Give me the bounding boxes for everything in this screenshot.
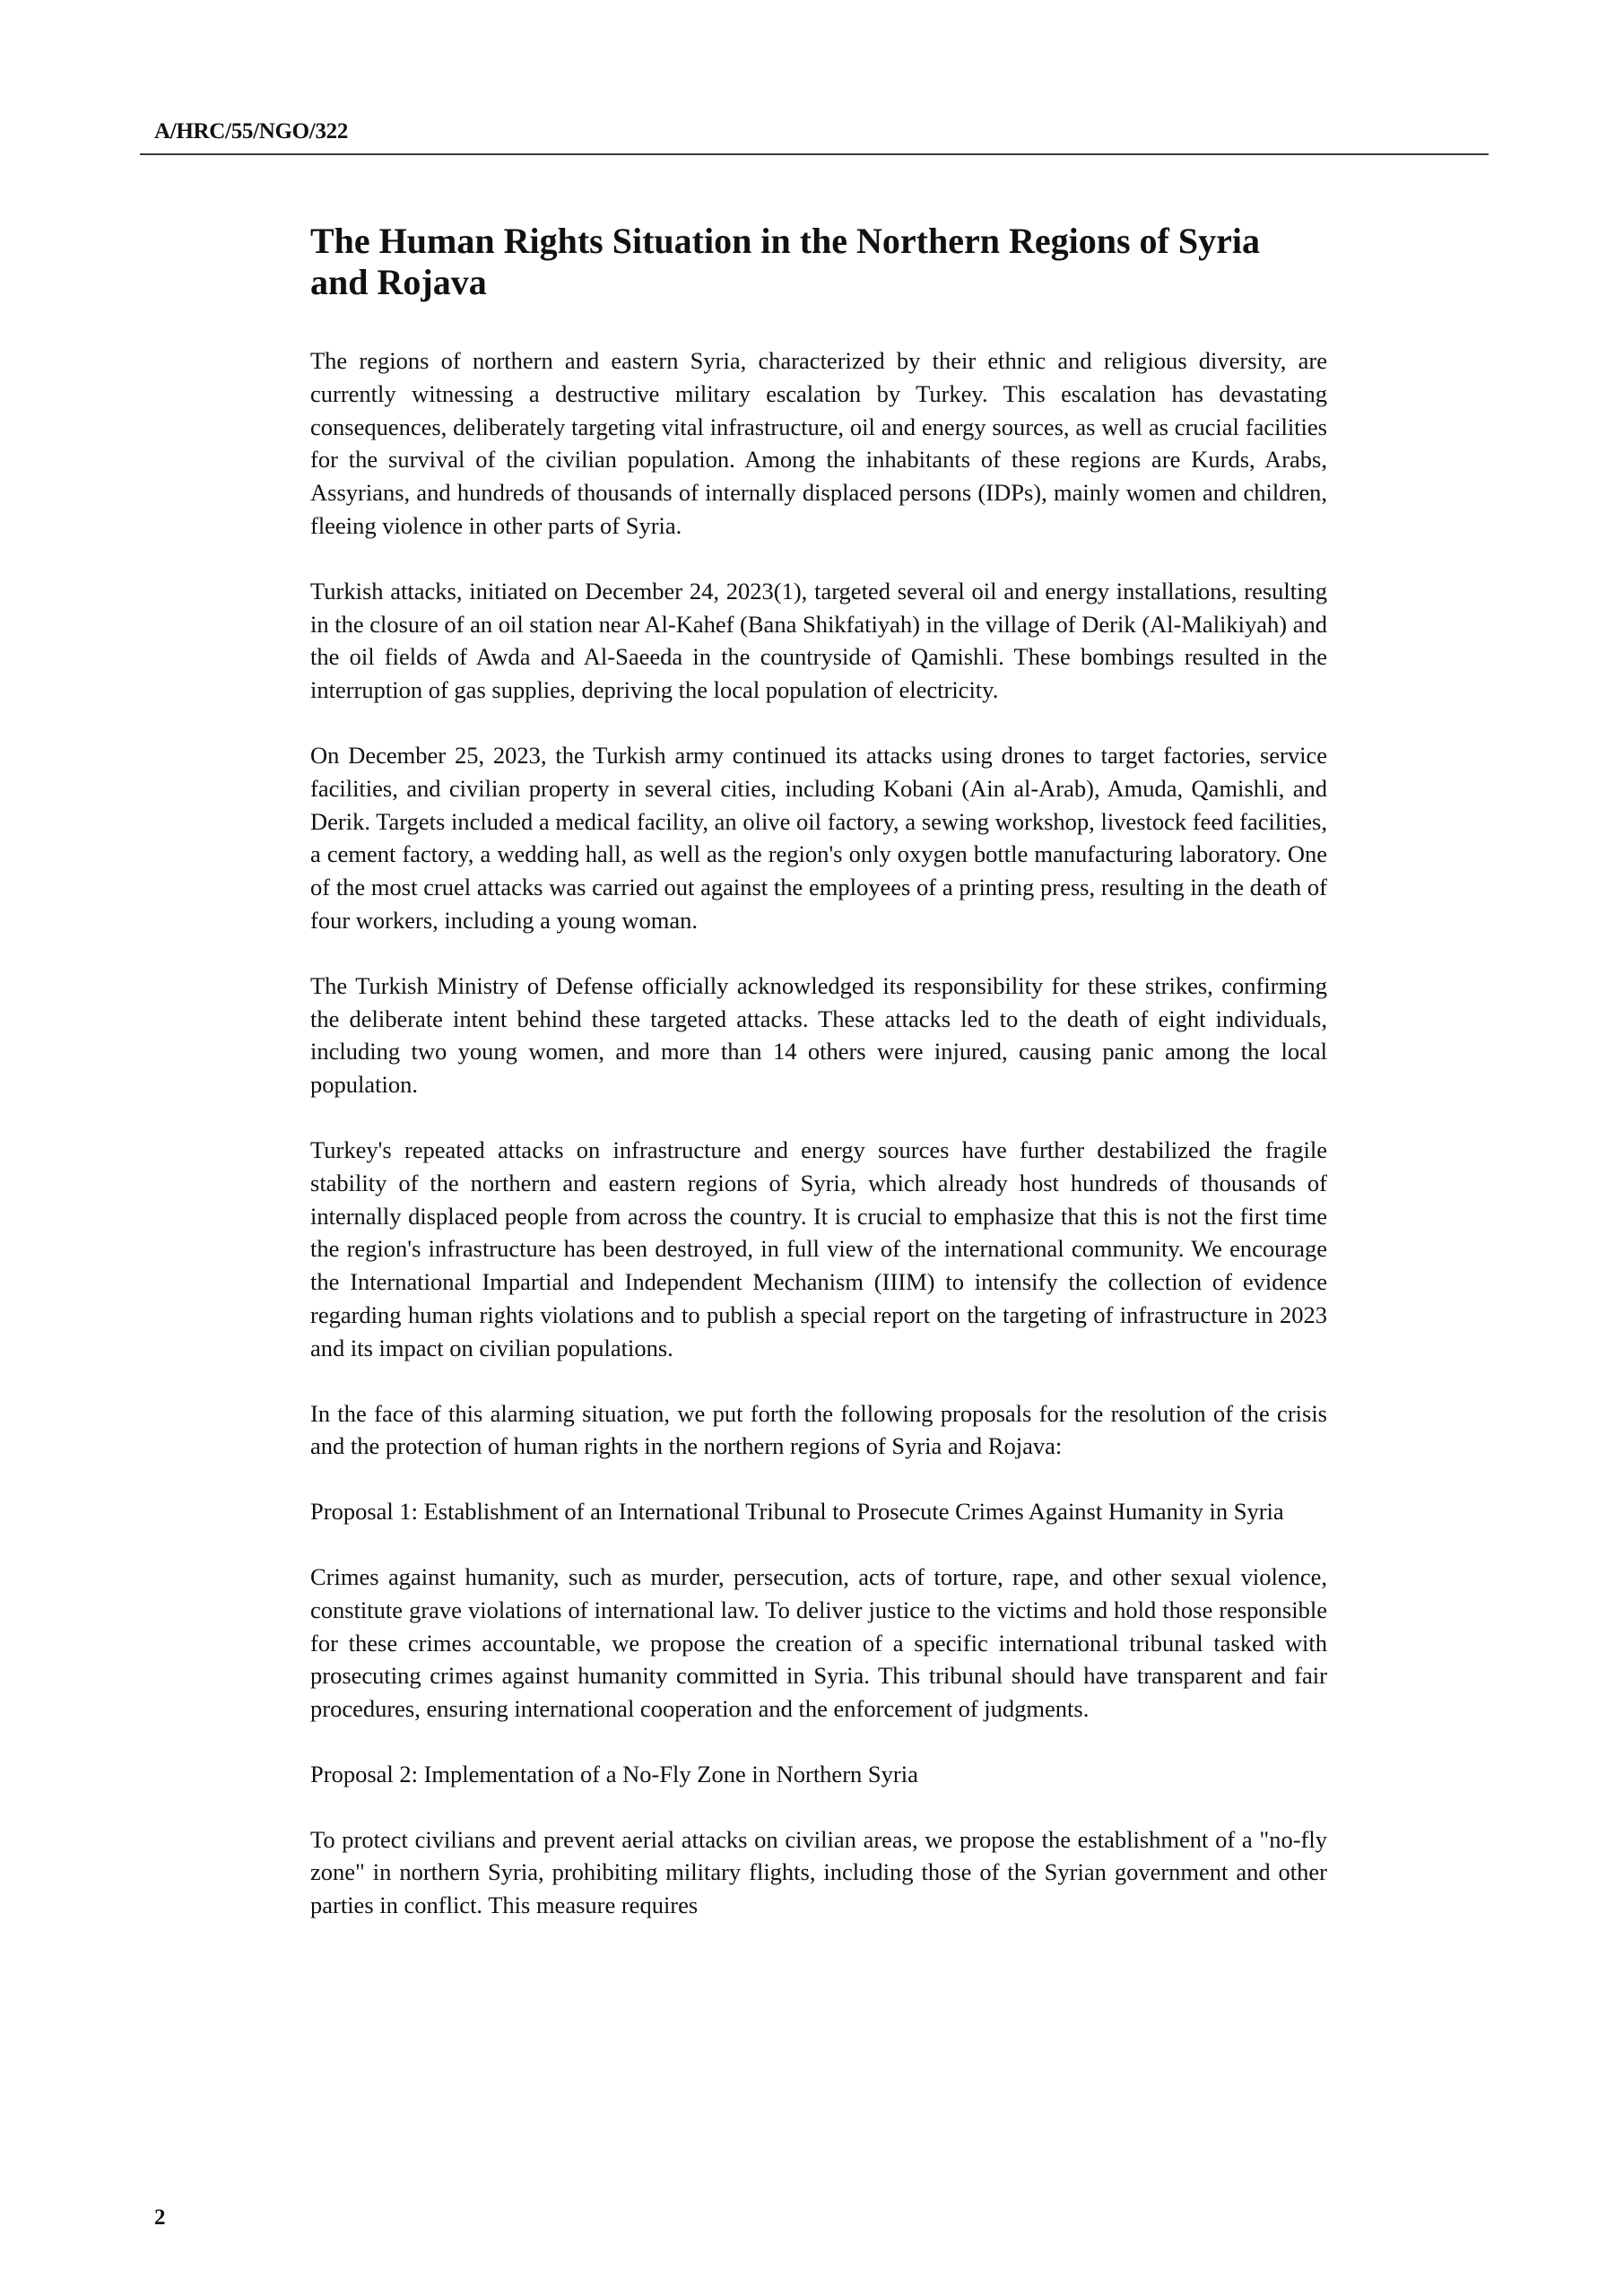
document-title: The Human Rights Situation in the Northern Regions of Syria and Rojava bbox=[310, 221, 1260, 302]
document-symbol: A/HRC/55/NGO/322 bbox=[154, 119, 349, 144]
page-number: 2 bbox=[154, 2205, 166, 2230]
header-divider bbox=[140, 153, 1489, 155]
paragraph-december-25-attacks: On December 25, 2023, the Turkish army continued its attacks using drones to target factories, service facilities, and civilian property in several cities, including Kobani (Ain al-Arab), Amuda, Qamishli, and Derik. Targets included a medical facility, an olive oil factory, a sewing workshop, livestock feed facilities, a cement factory, a wedding hall, as well as the region's only oxygen bottle manufacturing laboratory. One of the most cruel attacks was carried out against the employees of a printing press, resulting in the death of four workers, including a young woman. bbox=[310, 741, 1327, 934]
document-body bbox=[310, 221, 1327, 1954]
proposal-1-body: Crimes against humanity, such as murder, persecution, acts of torture, rape, and other sexual violence, constitute grave violations of international law. To deliver justice to the victims and hold those responsible for these crimes accountable, we propose the creation of a specific international tribunal tasked with prosecuting crimes against humanity committed in Syria. This tribunal should have transparent and fair procedures, ensuring international cooperation and the enforcement of judgments. bbox=[310, 1562, 1327, 1723]
paragraph-december-24-attacks: Turkish attacks, initiated on December 24, 2023(1), targeted several oil and energy installations, resulting in the closure of an oil station near Al-Kahef (Bana Shikfatiyah) in the village of Derik (Al-Malikiyah) and the oil fields of Awda and Al-Saeeda in the countryside of Qamishli. These bombings resulted in the interruption of gas supplies, depriving the local population of electricity. bbox=[310, 577, 1328, 704]
paragraph-proposals-intro: In the face of this alarming situation, we put forth the following proposals for the resolution of the crisis and the protection of human rights in the northern regions of Syria and Rojava: bbox=[310, 1399, 1327, 1460]
paragraph-infrastructure-impact: Turkey's repeated attacks on infrastructure and energy sources have further destabilized the fragile stability of the northern and eastern regions of Syria, which already host hundreds of thousands of internally displaced people from across the country. It is crucial to emphasize that this is not the first time the region's infrastructure has been destroyed, in full view of the international community. We encourage the International Impartial and Independent Mechanism (IIIM) to intensify the collection of evidence regarding human rights violations and to publish a special report on the targeting of infrastructure in 2023 and its impact on civilian populations. bbox=[310, 1135, 1327, 1361]
paragraph-intro: The regions of northern and eastern Syria, characterized by their ethnic and religious diversity, are currently witnessing a destructive military escalation by Turkey. This escalation has devastating consequences, deliberately targeting vital infrastructure, oil and energy sources, as well as crucial facilities for the survival of the civilian population. Among the inhabitants of these regions are Kurds, Arabs, Assyrians, and hundreds of thousands of internally displaced persons (IDPs), mainly women and children, fleeing violence in other parts of Syria. bbox=[310, 347, 1327, 539]
proposal-2-body: To protect civilians and prevent aerial attacks on civilian areas, we propose the establishment of a "no-fly zone" in northern Syria, prohibiting military flights, including those of the Syrian government and other parties in conflict. This measure requires bbox=[310, 1825, 1327, 1919]
proposal-1-heading: Proposal 1: Establishment of an International Tribunal to Prosecute Crimes Against Humanity in Syria bbox=[310, 1498, 1284, 1526]
paragraph-ministry-acknowledgement: The Turkish Ministry of Defense officially acknowledged its responsibility for these strikes, confirming the deliberate intent behind these targeted attacks. These attacks led to the death of eight individuals, including two young women, and more than 14 others were injured, causing panic among the local population. bbox=[310, 971, 1327, 1099]
proposal-2-heading: Proposal 2: Implementation of a No-Fly Zone in Northern Syria bbox=[310, 1760, 918, 1787]
